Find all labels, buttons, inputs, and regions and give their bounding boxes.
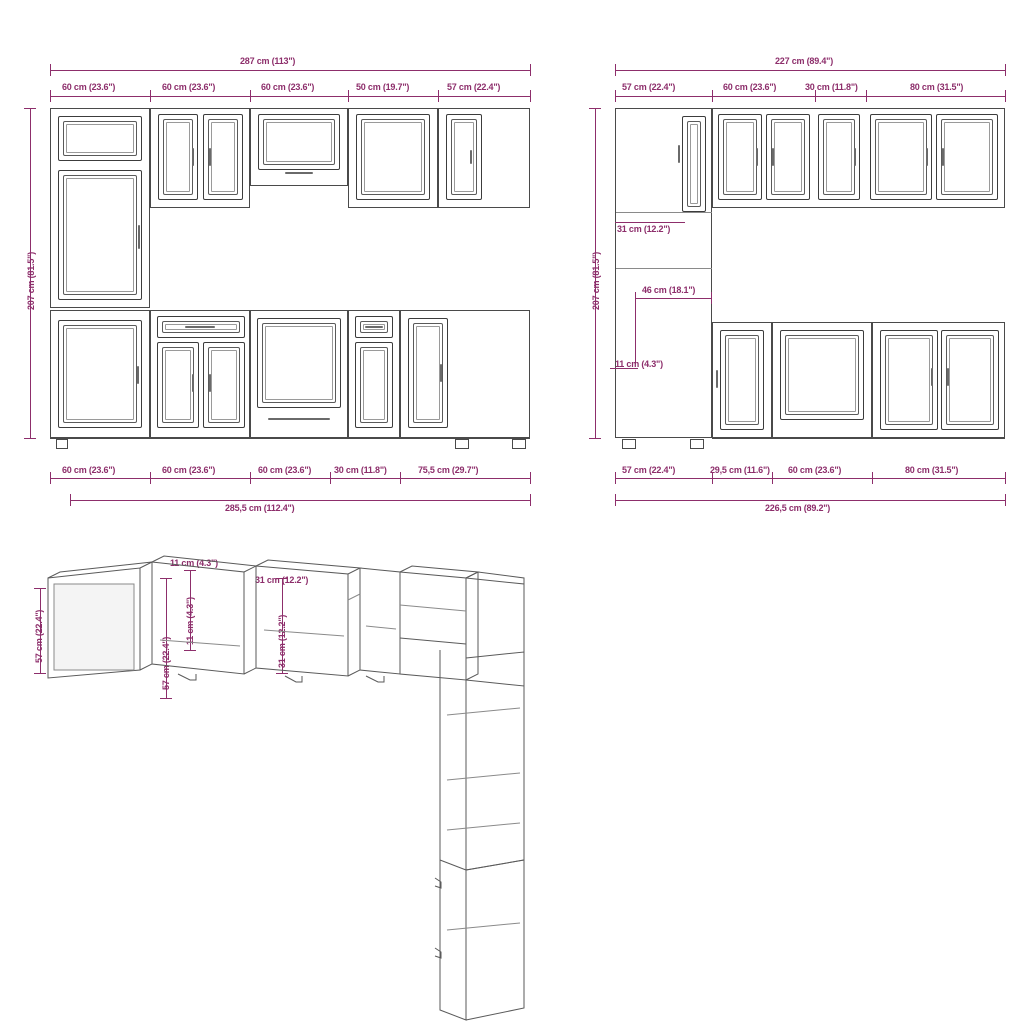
sink-front — [257, 318, 341, 408]
handle-lift — [285, 172, 313, 174]
tick — [24, 108, 36, 109]
base-r-oven-front — [780, 330, 864, 420]
foot-left-2 — [455, 439, 469, 449]
dim-bot-seg-3-right: 60 cm (23.6") — [788, 465, 842, 475]
dim-top-seg-3-right: 30 cm (11.8") — [805, 82, 858, 92]
handle-ur-5 — [942, 148, 944, 166]
handle-narrow — [365, 326, 383, 328]
tick — [70, 494, 71, 506]
view-isometric — [0, 530, 600, 1024]
dim-inner-46: 46 cm (18.1") — [642, 285, 696, 295]
dim-bot-seg-2-left: 60 cm (23.6") — [162, 465, 216, 475]
tick — [872, 472, 873, 484]
handle-ur-3 — [854, 148, 856, 166]
dim-line-46 — [635, 298, 711, 299]
dim-line-31 — [615, 222, 685, 223]
dim-inner-31: 31 cm (12.2") — [617, 224, 671, 234]
tick — [150, 90, 151, 102]
handle-tall-unit — [678, 145, 680, 163]
tick — [615, 64, 616, 76]
dim-line-bot-total-left — [70, 500, 530, 501]
handle-base-b — [209, 374, 211, 392]
tick — [400, 472, 401, 484]
handle-upper-b — [209, 148, 211, 166]
dim-line-bot-total-right — [615, 500, 1005, 501]
dim-line-top-seg-left — [50, 96, 530, 97]
dim-bot-seg-4-right: 80 cm (31.5") — [905, 465, 959, 475]
handle-base-left — [137, 366, 139, 384]
tick — [330, 472, 331, 484]
foot-right-2 — [690, 439, 704, 449]
tick — [530, 494, 531, 506]
tick — [772, 472, 773, 484]
view-front-right — [560, 0, 1024, 530]
dim-top-seg-2-right: 60 cm (23.6") — [723, 82, 777, 92]
tick — [348, 90, 349, 102]
base-r-door-3 — [941, 330, 999, 430]
dim-bot-seg-3-left: 60 cm (23.6") — [258, 465, 312, 475]
handle-ur-2 — [772, 148, 774, 166]
dim-line-bot-seg-left — [50, 478, 530, 479]
tick — [712, 90, 713, 102]
upper-single-door — [356, 114, 430, 200]
dim-iso-shelf-a2: 11 cm (4.3") — [170, 558, 218, 568]
tick — [615, 472, 616, 484]
dim-line-top-total-left — [50, 70, 530, 71]
tick — [711, 292, 712, 304]
dim-line-top-total-right — [615, 70, 1005, 71]
dim-top-seg-5-left: 57 cm (22.4") — [447, 82, 501, 92]
upper-lift-door — [258, 114, 340, 170]
narrow-door — [355, 342, 393, 428]
dim-bot-seg-1-left: 60 cm (23.6") — [62, 465, 116, 475]
dim-top-seg-3-left: 60 cm (23.6") — [261, 82, 315, 92]
dim-iso-shelf-a: 11 cm (4.3") — [185, 597, 195, 645]
dim-bot-total-right: 226,5 cm (89.2") — [765, 503, 831, 513]
handle-ur-4 — [926, 148, 928, 166]
dim-top-seg-1-right: 57 cm (22.4") — [622, 82, 676, 92]
handle-upper-left — [138, 225, 140, 249]
tick — [615, 494, 616, 506]
dim-top-seg-1-left: 60 cm (23.6") — [62, 82, 116, 92]
dim-top-total-right: 227 cm (89.4") — [775, 56, 834, 66]
shelf-line-a — [616, 212, 712, 213]
tick — [615, 90, 616, 102]
tick — [250, 472, 251, 484]
handle-ur-1 — [756, 148, 758, 166]
dim-iso-shelf-d: 31 cm (12.2") — [255, 575, 309, 585]
dim-iso-shelf-c: 31 cm (12.2") — [277, 614, 287, 668]
tick — [530, 90, 531, 102]
tick — [589, 438, 601, 439]
handle-corner-base — [440, 364, 442, 382]
dim-inner-11: 11 cm (4.3") — [615, 359, 663, 369]
tick — [250, 90, 251, 102]
isometric-geometry — [0, 530, 600, 1024]
dim-iso-depth-mid: 57 cm (22.4") — [161, 636, 171, 690]
foot-right-1 — [622, 439, 636, 449]
dim-bot-seg-4-left: 30 cm (11.8") — [334, 465, 387, 475]
handle-base-a — [192, 374, 194, 392]
upper-door-glass-2 — [58, 170, 142, 300]
dim-iso-depth-left: 57 cm (22.4") — [34, 609, 44, 663]
base-door-left — [58, 320, 142, 428]
tick — [1005, 90, 1006, 102]
view-front-left — [0, 0, 560, 530]
dim-top-seg-4-right: 80 cm (31.5") — [910, 82, 964, 92]
shelf-line-b — [616, 268, 712, 269]
dim-bot-seg-1-right: 57 cm (22.4") — [622, 465, 676, 475]
tick — [50, 64, 51, 76]
tick — [530, 64, 531, 76]
tick — [438, 90, 439, 102]
dim-top-seg-2-left: 60 cm (23.6") — [162, 82, 216, 92]
tick — [589, 108, 601, 109]
plinth-line-right — [712, 438, 1005, 439]
dim-line-bot-seg-right — [615, 478, 1005, 479]
dim-top-seg-4-left: 50 cm (19.7") — [356, 82, 410, 92]
upper-door-glass-1 — [58, 116, 142, 161]
upper-r-door-4 — [870, 114, 932, 200]
tick — [50, 90, 51, 102]
tall-unit-door — [682, 116, 706, 212]
base-r-door-1 — [720, 330, 764, 430]
tick — [50, 472, 51, 484]
dim-height-right: 207 cm (81.5") — [591, 251, 601, 310]
tick — [866, 90, 867, 102]
tick — [635, 292, 636, 304]
dim-line-11 — [610, 368, 638, 369]
handle-upper-a — [192, 148, 194, 166]
tick — [24, 438, 36, 439]
handle-br-3 — [947, 368, 949, 386]
handle-sink — [268, 418, 330, 420]
dim-bot-seg-2-right: 29,5 cm (11.6") — [710, 465, 770, 475]
upper-r-door-5 — [936, 114, 998, 200]
handle-br-1 — [716, 370, 718, 388]
corner-door-front — [408, 318, 448, 428]
tick — [150, 472, 151, 484]
handle-br-2 — [931, 368, 933, 386]
handle-drawer — [185, 326, 215, 328]
base-r-door-2 — [880, 330, 938, 430]
dim-bot-total-left: 285,5 cm (112.4") — [225, 503, 295, 513]
foot-left-1 — [56, 439, 68, 449]
tick — [1005, 64, 1006, 76]
tick — [1005, 472, 1006, 484]
tick — [1005, 494, 1006, 506]
dim-top-total-left: 287 cm (113") — [240, 56, 296, 66]
dim-bot-seg-5-left: 75,5 cm (29.7") — [418, 465, 479, 475]
dim-line-46-ext — [635, 304, 636, 364]
tick — [530, 472, 531, 484]
dim-height-left: 207 cm (81.5") — [26, 251, 36, 310]
dim-line-top-seg-right — [615, 96, 1005, 97]
handle-corner — [470, 150, 472, 164]
foot-left-3 — [512, 439, 526, 449]
upper-corner-door — [446, 114, 482, 200]
